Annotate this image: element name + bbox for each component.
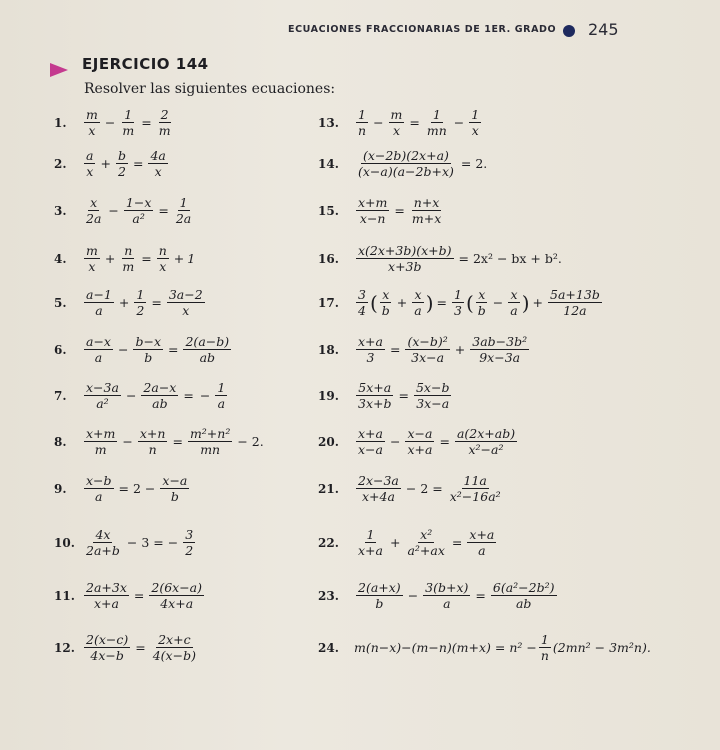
equation-20: 20. $\frac{x+a}{x-a}$ − $\frac{x-a}{x+a}$ = $\frac{a(2x+ab)}{\text{x²−a²}}$ xyxy=(318,426,516,457)
equation-number: 8. xyxy=(54,434,67,449)
equation-number: 12. xyxy=(54,640,75,655)
equation-number: 6. xyxy=(54,342,67,357)
fraction: $\frac{2x+c}{4(x-b)}$ xyxy=(152,632,196,663)
equation-19: 19. $\frac{5x+a}{3x+b}$ = $\frac{5x-b}{3x-a}$ xyxy=(318,380,450,411)
fraction: $\frac{a-1}{a}$ xyxy=(86,287,112,318)
fraction: $\frac{x(2x+3b)(x+b)}{x+3b}$ xyxy=(358,243,452,274)
fraction: $\frac{2(a+x)}{b}$ xyxy=(358,580,401,611)
fraction: $\frac{3}{4}$ xyxy=(358,287,366,318)
fraction: $\frac{5x-b}{3x-a}$ xyxy=(415,380,450,411)
equation-number: 24. xyxy=(318,640,339,655)
fraction: $\frac{\text{6(a²−2b²)}}{ab}$ xyxy=(492,580,555,611)
fraction: $\frac{x+n}{n}$ xyxy=(139,426,166,457)
fraction: $\frac{1}{x+a}$ xyxy=(358,527,383,558)
equation-number: 22. xyxy=(318,535,339,550)
running-title: ECUACIONES FRACCIONARIAS DE 1ER. GRADO xyxy=(288,24,557,35)
fraction: $\frac{n}{x}$ xyxy=(158,243,167,274)
fraction: $\frac{n}{m}$ xyxy=(122,243,135,274)
exercise-title: EJERCICIO 144 xyxy=(82,55,209,73)
equation-number: 13. xyxy=(318,115,339,130)
fraction: $\frac{2(x-c)}{4x-b}$ xyxy=(86,632,129,663)
fraction: $\frac{1}{mn}$ xyxy=(426,107,447,138)
fraction: $\frac{n+x}{m+x}$ xyxy=(411,195,442,226)
fraction: $\frac{x}{b}$ xyxy=(477,287,486,318)
fraction: $\frac{x-a}{b}$ xyxy=(162,473,188,504)
equation-number: 14. xyxy=(318,156,339,171)
equation-15: 15. $\frac{x+m}{x-n}$ = $\frac{n+x}{m+x}$ xyxy=(318,195,442,226)
fraction: $\frac{x-b}{a}$ xyxy=(86,473,112,504)
fraction: $\frac{2x-3a}{x+4a}$ xyxy=(358,473,399,504)
equation-number: 9. xyxy=(54,481,67,496)
equation-2: 2. $\frac{a}{x}$ + $\frac{b}{2}$ = $\frac{4a}{x}$ xyxy=(54,148,166,179)
fraction: $\frac{5a+13b}{12a}$ xyxy=(550,287,600,318)
equation-number: 18. xyxy=(318,342,339,357)
equation-3: 3. $\frac{x}{2a}$ − $\frac{1-x}{\text{a²}}$ = $\frac{1}{2a}$ xyxy=(54,195,192,226)
fraction: $\frac{b-x}{b}$ xyxy=(135,334,161,365)
equation-8: 8. $\frac{x+m}{m}$ − $\frac{x+n}{n}$ = $\frac{\text{m²+n²}}{mn}$ − 2. xyxy=(54,426,264,457)
equation-6: 6. $\frac{a-x}{a}$ − $\frac{b-x}{b}$ = $\frac{2(a-b)}{ab}$ xyxy=(54,334,230,365)
equation-number: 4. xyxy=(54,251,67,266)
equation-number: 10. xyxy=(54,535,75,550)
equation-21: 21. $\frac{2x-3a}{x+4a}$ − 2 = $\frac{11a}{\text{x²−16a²}}$ xyxy=(318,473,501,504)
fraction: $\frac{a-x}{a}$ xyxy=(86,334,111,365)
equation-number: 11. xyxy=(54,588,75,603)
equation-10: 10. $\frac{4x}{2a+b}$ − 3 = − $\frac{3}{2}$ xyxy=(54,527,194,558)
fraction: $\frac{11a}{\text{x²−16a²}}$ xyxy=(449,473,501,504)
fraction: $\frac{1}{a}$ xyxy=(217,380,226,411)
equation-4: 4. $\frac{m}{x}$ + $\frac{n}{m}$ = $\frac{n}{x}$ + 1 xyxy=(54,243,196,274)
fraction: $\frac{4a}{x}$ xyxy=(150,148,166,179)
fraction: $\frac{3a-2}{x}$ xyxy=(168,287,203,318)
fraction: $\frac{x-3a}{\text{a²}}$ xyxy=(86,380,119,411)
fraction: $\frac{2}{m}$ xyxy=(158,107,171,138)
equation-7: 7. $\frac{x-3a}{\text{a²}}$ − $\frac{2a-x}{ab}$ = − $\frac{1}{a}$ xyxy=(54,380,226,411)
fraction: $\frac{1}{2a}$ xyxy=(175,195,192,226)
equation-16: 16. $\frac{x(2x+3b)(x+b)}{x+3b}$ = 2x² − bx + b². xyxy=(318,243,562,274)
fraction: $\frac{4x}{2a+b}$ xyxy=(86,527,120,558)
fraction: $\frac{1}{n}$ xyxy=(358,107,367,138)
fraction: $\frac{2(a-b)}{ab}$ xyxy=(185,334,230,365)
fraction: $\frac{x}{a}$ xyxy=(510,287,518,318)
fraction: $\frac{m}{x}$ xyxy=(86,107,98,138)
fraction: $\frac{m}{x}$ xyxy=(390,107,403,138)
fraction: $\frac{x+a}{a}$ xyxy=(469,527,495,558)
fraction: $\frac{1}{m}$ xyxy=(122,107,135,138)
equation-number: 23. xyxy=(318,588,339,603)
equation-23: 23. $\frac{2(a+x)}{b}$ − $\frac{3(b+x)}{a}$ = $\frac{\text{6(a²−2b²)}}{ab}$ xyxy=(318,580,555,611)
equation-number: 7. xyxy=(54,388,67,403)
fraction: $\frac{1}{n}$ xyxy=(540,632,549,663)
equation-14: 14. $\frac{(x-2b)(2x+a)}{(x-a)(a-2b+x)}$ = 2. xyxy=(318,148,488,179)
exercise-marker-icon xyxy=(50,63,68,77)
fraction: $\frac{x+a}{x-a}$ xyxy=(358,426,383,457)
show-through-texture xyxy=(230,700,710,750)
fraction: $\frac{x}{2a}$ xyxy=(86,195,102,226)
equation-18: 18. $\frac{x+a}{3}$ = $\frac{\text{(x−b)²}}{3x-a}$ + $\frac{\text{3ab−3b²}}{9x-3a}$ xyxy=(318,334,528,365)
fraction: $\frac{2a+3x}{x+a}$ xyxy=(86,580,127,611)
fraction: $\frac{x}{b}$ xyxy=(381,287,390,318)
equation-12: 12. $\frac{2(x-c)}{4x-b}$ = $\frac{2x+c}{4(x-b)}$ xyxy=(54,632,196,663)
equation-number: 3. xyxy=(54,203,67,218)
fraction: $\frac{1}{x}$ xyxy=(471,107,480,138)
instructions: Resolver las siguientes ecuaciones: xyxy=(84,81,336,97)
fraction: $\frac{(x-2b)(2x+a)}{(x-a)(a-2b+x)}$ xyxy=(358,148,454,179)
fraction: $\frac{\text{3ab−3b²}}{9x-3a}$ xyxy=(472,334,528,365)
bullet-dot-icon xyxy=(563,25,575,37)
fraction: $\frac{b}{2}$ xyxy=(117,148,126,179)
page-number: 245 xyxy=(588,20,619,39)
fraction: $\frac{3(b+x)}{a}$ xyxy=(425,580,469,611)
fraction: $\frac{\text{(x−b)²}}{3x-a}$ xyxy=(407,334,448,365)
fraction: $\frac{\text{m²+n²}}{mn}$ xyxy=(189,426,231,457)
fraction: $\frac{x}{a}$ xyxy=(414,287,422,318)
fraction: $\frac{a}{x}$ xyxy=(86,148,94,179)
fraction: $\frac{1-x}{\text{a²}}$ xyxy=(125,195,152,226)
equation-number: 2. xyxy=(54,156,67,171)
equation-13: 13. $\frac{1}{n}$ − $\frac{m}{x}$ = $\frac{1}{mn}$ − $\frac{1}{x}$ xyxy=(318,107,480,138)
equation-number: 19. xyxy=(318,388,339,403)
equation-number: 1. xyxy=(54,115,67,130)
fraction: $\frac{2(6x-a)}{4x+a}$ xyxy=(151,580,203,611)
fraction: $\frac{3}{2}$ xyxy=(185,527,194,558)
equation-number: 15. xyxy=(318,203,339,218)
fraction: $\frac{5x+a}{3x+b}$ xyxy=(358,380,392,411)
equation-1: 1. $\frac{m}{x}$ − $\frac{1}{m}$ = $\frac{2}{m}$ xyxy=(54,107,171,138)
fraction: $\frac{x+m}{x-n}$ xyxy=(358,195,388,226)
equation-11: 11. $\frac{2a+3x}{x+a}$ = $\frac{2(6x-a)}{4x+a}$ xyxy=(54,580,203,611)
equation-number: 16. xyxy=(318,251,339,266)
fraction: $\frac{m}{x}$ xyxy=(86,243,98,274)
fraction: $\frac{1}{2}$ xyxy=(136,287,145,318)
equation-5: 5. $\frac{a-1}{a}$ + $\frac{1}{2}$ = $\frac{3a-2}{x}$ xyxy=(54,287,203,318)
fraction: $\frac{x+a}{3}$ xyxy=(358,334,383,365)
equation-22: 22. $\frac{1}{x+a}$ + $\frac{\text{x²}}{\text{a²+ax}}$ = $\frac{x+a}{a}$ xyxy=(318,527,495,558)
fraction: $\frac{a(2x+ab)}{\text{x²−a²}}$ xyxy=(456,426,516,457)
equation-9: 9. $\frac{x-b}{a}$ = 2 − $\frac{x-a}{b}$ xyxy=(54,473,188,504)
fraction: $\frac{x+m}{m}$ xyxy=(86,426,116,457)
fraction: $\frac{x-a}{x+a}$ xyxy=(407,426,433,457)
fraction: $\frac{1}{3}$ xyxy=(454,287,462,318)
fraction: $\frac{\text{x²}}{\text{a²+ax}}$ xyxy=(407,527,445,558)
equation-number: 17. xyxy=(318,295,339,310)
fraction: $\frac{2a-x}{ab}$ xyxy=(143,380,177,411)
equation-number: 5. xyxy=(54,295,67,310)
equation-number: 21. xyxy=(318,481,339,496)
equation-number: 20. xyxy=(318,434,339,449)
equation-24: 24. m(n−x)−(m−n)(m+x) = n² − $\frac{1}{n}$ (2mn² − 3m²n). xyxy=(318,632,651,663)
equation-17: 17. $\frac{3}{4}$ ( $\frac{x}{b}$ + $\frac{x}{a}$ ) = $\frac{1}{3}$ ( $\frac{x}{b}$ − $\frac{x}{a}$ ) + $\frac{5a+13b}{12a}$ xyxy=(318,287,600,318)
